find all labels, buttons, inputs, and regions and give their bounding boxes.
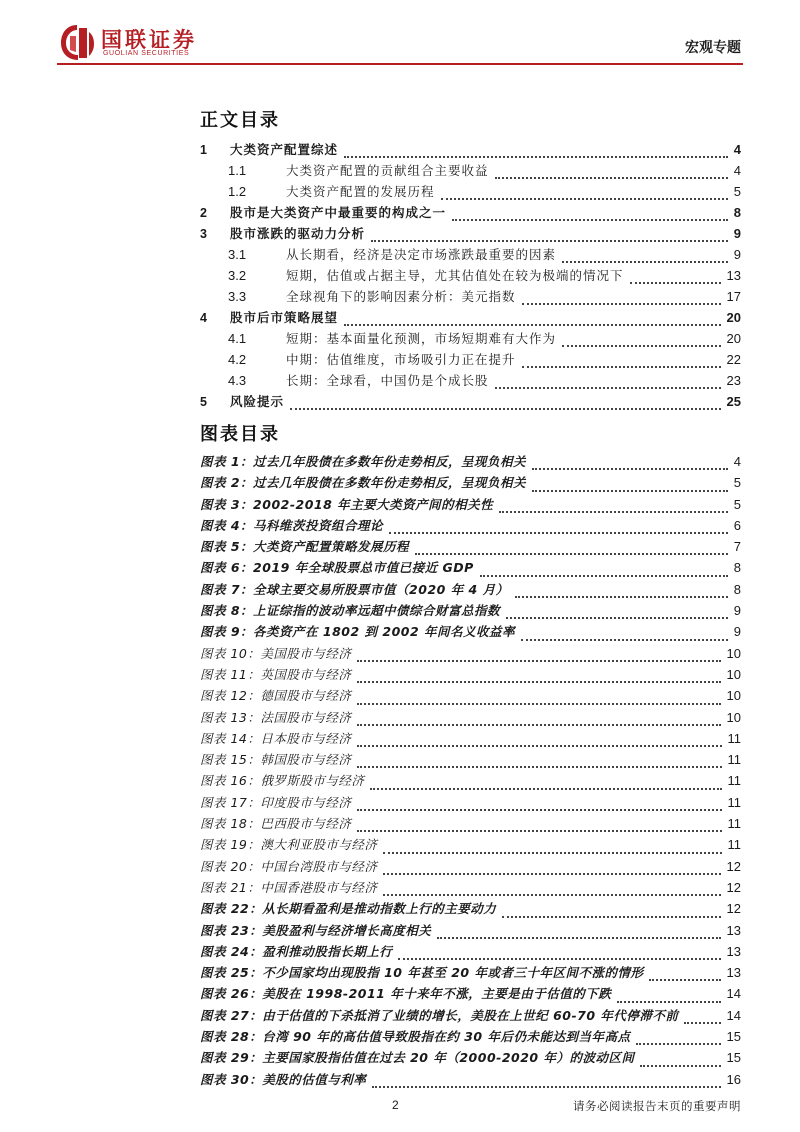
toc-entry-page: 20 bbox=[726, 310, 741, 325]
toc-entry[interactable] bbox=[200, 392, 741, 413]
figure-entry[interactable] bbox=[200, 899, 741, 920]
dot-leader bbox=[290, 407, 721, 410]
figure-entry-title: 图表 14：日本股市与经济 bbox=[200, 730, 352, 746]
toc-entry-title: 短期，估值或占据主导，尤其估值处在较为极端的情况下 bbox=[286, 268, 624, 283]
toc-entry-number: 4.1 bbox=[228, 331, 247, 346]
figure-entry-title: 图表 18：巴西股市与经济 bbox=[200, 816, 352, 832]
figure-entry[interactable] bbox=[200, 537, 741, 558]
figure-entry-title: 图表 23：美股盈利与经济增长高度相关 bbox=[200, 922, 432, 938]
toc-entry-title: 股市是大类资产中最重要的构成之一 bbox=[230, 205, 447, 220]
toc-entry[interactable] bbox=[200, 245, 741, 266]
figure-entry-page: 11 bbox=[727, 773, 741, 789]
figure-entry-page: 11 bbox=[727, 816, 741, 832]
dot-leader bbox=[398, 957, 720, 960]
dot-leader bbox=[357, 702, 720, 705]
toc-entry-number: 1 bbox=[200, 143, 207, 157]
toc-entry-page: 4 bbox=[733, 163, 741, 178]
toc-entry-number: 1.2 bbox=[228, 184, 247, 199]
figure-entry[interactable] bbox=[200, 644, 741, 665]
figure-entry[interactable] bbox=[200, 516, 741, 537]
dot-leader bbox=[357, 808, 721, 811]
dot-leader bbox=[499, 510, 728, 513]
toc-entry-title: 股市后市策略展望 bbox=[230, 310, 339, 325]
figure-entry-title: 图表 17：印度股市与经济 bbox=[200, 794, 352, 810]
figure-entry[interactable] bbox=[200, 495, 741, 516]
toc-entry-title: 短期：基本面量化预测，市场短期难有大作为 bbox=[286, 331, 557, 346]
figure-entry-page: 11 bbox=[727, 794, 741, 810]
figure-entry-title: 图表 21：中国香港股市与经济 bbox=[200, 879, 378, 895]
dot-leader bbox=[521, 638, 728, 641]
figure-entry-title: 图表 30：美股的估值与利率 bbox=[200, 1071, 367, 1087]
figure-entry-page: 8 bbox=[733, 560, 741, 576]
figure-entry-title: 图表 10：美国股市与经济 bbox=[200, 645, 352, 661]
dot-leader bbox=[617, 1000, 720, 1003]
toc-entry[interactable] bbox=[200, 161, 741, 182]
dot-leader bbox=[452, 218, 728, 221]
header-divider bbox=[57, 63, 743, 65]
dot-leader bbox=[684, 1021, 720, 1024]
figure-entry-page: 11 bbox=[727, 730, 741, 746]
figure-entry[interactable] bbox=[200, 1027, 741, 1048]
dot-leader bbox=[630, 281, 721, 284]
figure-entry-title: 图表 2：过去几年股债在多数年份走势相反，呈现负相关 bbox=[200, 475, 527, 491]
figure-entry-title: 图表 8：上证综指的波动率远超中债综合财富总指数 bbox=[200, 603, 501, 619]
dot-leader bbox=[562, 344, 721, 347]
figure-entry-title: 图表 27：由于估值的下杀抵消了业绩的增长，美股在上世纪 60-70 年代停滞不前 bbox=[200, 1007, 679, 1023]
dot-leader bbox=[480, 574, 728, 577]
dot-leader bbox=[640, 1064, 720, 1067]
figure-entry-title: 图表 11：英国股市与经济 bbox=[200, 666, 352, 682]
dot-leader bbox=[522, 365, 721, 368]
dot-leader bbox=[515, 595, 728, 598]
figure-entry-page: 12 bbox=[726, 901, 741, 917]
dot-leader bbox=[495, 386, 721, 389]
figure-entry[interactable] bbox=[200, 857, 741, 878]
toc-entry-number: 3 bbox=[200, 227, 207, 241]
figure-entry[interactable] bbox=[200, 665, 741, 686]
page-header bbox=[0, 0, 800, 75]
dot-leader bbox=[357, 680, 720, 683]
figure-entry[interactable] bbox=[200, 452, 741, 473]
toc-entry-page: 17 bbox=[726, 289, 741, 304]
figure-entry-title: 图表 20：中国台湾股市与经济 bbox=[200, 858, 378, 874]
figure-entry-title: 图表 3：2002-2018 年主要大类资产间的相关性 bbox=[200, 496, 494, 512]
toc-entry-number: 5 bbox=[200, 395, 207, 409]
toc-entry-number: 3.1 bbox=[228, 247, 247, 262]
figure-entry[interactable] bbox=[200, 729, 741, 750]
figure-entry-page: 10 bbox=[726, 645, 741, 661]
toc-entry-page: 8 bbox=[733, 205, 741, 220]
figure-entry-page: 13 bbox=[726, 943, 741, 959]
dot-leader bbox=[636, 1042, 720, 1045]
dot-leader bbox=[383, 893, 720, 896]
toc-entry[interactable] bbox=[200, 224, 741, 245]
page-footer bbox=[0, 1090, 800, 1130]
toc-entry-page: 20 bbox=[726, 331, 741, 346]
dot-leader bbox=[506, 616, 728, 619]
figure-entry-title: 图表 7：全球主要交易所股票市值（2020 年 4 月） bbox=[200, 581, 509, 597]
figure-entry-title: 图表 26：美股在 1998-2011 年十来年不涨，主要是由于估值的下跌 bbox=[200, 986, 612, 1002]
toc-entry-number: 4.2 bbox=[228, 352, 247, 367]
figure-entry-page: 14 bbox=[726, 1007, 741, 1023]
figure-entry[interactable] bbox=[200, 771, 741, 792]
figure-entry[interactable] bbox=[200, 1070, 741, 1091]
figure-list-heading: 图表目录 bbox=[200, 424, 280, 445]
dot-leader bbox=[562, 260, 728, 263]
figure-entry[interactable] bbox=[200, 473, 741, 494]
toc-entry-number: 3.3 bbox=[228, 289, 247, 304]
figure-entry-title: 图表 24：盈利推动股指长期上行 bbox=[200, 943, 393, 959]
figure-entry-page: 10 bbox=[726, 688, 741, 704]
figure-entry-title: 图表 19：澳大利亚股市与经济 bbox=[200, 837, 378, 853]
figure-entry-page: 7 bbox=[733, 539, 741, 555]
logo-mark-icon bbox=[57, 22, 97, 62]
toc-entry-page: 9 bbox=[733, 247, 741, 262]
figure-entry-page: 14 bbox=[726, 986, 741, 1002]
figure-entry-title: 图表 5：大类资产配置策略发展历程 bbox=[200, 539, 410, 555]
toc-entry-number: 2 bbox=[200, 206, 207, 220]
table-of-contents bbox=[200, 140, 741, 413]
dot-leader bbox=[383, 851, 721, 854]
dot-leader bbox=[415, 552, 728, 555]
figure-entry[interactable] bbox=[200, 1006, 741, 1027]
document-type: 宏观专题 bbox=[685, 40, 741, 56]
figure-entry-title: 图表 28：台湾 90 年的高估值导致股指在约 30 年后仍未能达到当年高点 bbox=[200, 1029, 631, 1045]
figure-entry-page: 4 bbox=[733, 454, 741, 469]
toc-entry-page: 4 bbox=[733, 142, 741, 157]
toc-entry-title: 从长期看，经济是决定市场涨跌最重要的因素 bbox=[286, 247, 557, 262]
toc-entry-page: 25 bbox=[726, 394, 741, 409]
dot-leader bbox=[437, 936, 720, 939]
dot-leader bbox=[357, 765, 721, 768]
figure-entry-title: 图表 16：俄罗斯股市与经济 bbox=[200, 773, 365, 789]
dot-leader bbox=[522, 302, 721, 305]
figure-entry-page: 9 bbox=[733, 603, 741, 619]
figure-entry[interactable] bbox=[200, 686, 741, 707]
toc-entry[interactable] bbox=[200, 329, 741, 350]
figure-entry-title: 图表 9：各类资产在 1802 到 2002 年间名义收益率 bbox=[200, 624, 516, 640]
dot-leader bbox=[441, 197, 728, 200]
toc-entry-page: 9 bbox=[733, 226, 741, 241]
figure-entry-page: 15 bbox=[726, 1050, 741, 1066]
figure-entry-page: 6 bbox=[733, 517, 741, 533]
figure-entry-page: 13 bbox=[726, 922, 741, 938]
dot-leader bbox=[370, 787, 721, 790]
figure-entry-page: 11 bbox=[727, 837, 741, 853]
dot-leader bbox=[532, 467, 728, 470]
figure-entry-title: 图表 6：2019 年全球股票总市值已接近 GDP bbox=[200, 560, 474, 576]
figure-entry-page: 12 bbox=[726, 879, 741, 895]
figure-entry[interactable] bbox=[200, 921, 741, 942]
dot-leader bbox=[649, 978, 720, 981]
figure-list bbox=[200, 452, 741, 1091]
figure-entry-page: 5 bbox=[733, 496, 741, 512]
toc-entry-page: 23 bbox=[726, 373, 741, 388]
toc-entry[interactable] bbox=[200, 371, 741, 392]
toc-entry-page: 13 bbox=[726, 268, 741, 283]
toc-entry-title: 股市涨跌的驱动力分析 bbox=[230, 226, 366, 241]
toc-entry[interactable] bbox=[200, 287, 741, 308]
toc-entry-title: 长期：全球看，中国仍是个成长股 bbox=[286, 373, 489, 388]
figure-entry[interactable] bbox=[200, 942, 741, 963]
toc-entry-page: 5 bbox=[733, 184, 741, 199]
figure-entry[interactable] bbox=[200, 601, 741, 622]
figure-entry-page: 12 bbox=[726, 858, 741, 874]
figure-entry-page: 11 bbox=[727, 752, 741, 768]
dot-leader bbox=[357, 659, 720, 662]
toc-entry-number: 1.1 bbox=[228, 163, 247, 178]
figure-entry[interactable] bbox=[200, 878, 741, 899]
figure-entry[interactable] bbox=[200, 580, 741, 601]
figure-entry-title: 图表 25：不少国家均出现股指 10 年甚至 20 年或者三十年区间不涨的情形 bbox=[200, 965, 644, 981]
figure-entry[interactable] bbox=[200, 793, 741, 814]
figure-entry-page: 8 bbox=[733, 581, 741, 597]
figure-entry[interactable] bbox=[200, 1048, 741, 1069]
figure-entry[interactable] bbox=[200, 984, 741, 1005]
figure-entry[interactable] bbox=[200, 558, 741, 579]
figure-entry-page: 10 bbox=[726, 709, 741, 725]
logo-chinese-name: 国联证券 bbox=[101, 28, 197, 52]
toc-entry-page: 22 bbox=[726, 352, 741, 367]
toc-entry-title: 大类资产配置的贡献组合主要收益 bbox=[286, 163, 489, 178]
dot-leader bbox=[357, 744, 721, 747]
dot-leader bbox=[389, 531, 728, 534]
toc-entry-title: 风险提示 bbox=[230, 394, 285, 409]
dot-leader bbox=[383, 872, 720, 875]
dot-leader bbox=[372, 1085, 720, 1088]
toc-entry[interactable] bbox=[200, 350, 741, 371]
dot-leader bbox=[502, 915, 720, 918]
figure-entry-page: 15 bbox=[726, 1029, 741, 1045]
figure-entry[interactable] bbox=[200, 835, 741, 856]
toc-entry[interactable] bbox=[200, 140, 741, 161]
figure-entry[interactable] bbox=[200, 708, 741, 729]
toc-entry-title: 全球视角下的影响因素分析：美元指数 bbox=[286, 289, 516, 304]
toc-heading: 正文目录 bbox=[200, 110, 280, 131]
figure-entry-title: 图表 1：过去几年股债在多数年份走势相反，呈现负相关 bbox=[200, 454, 527, 469]
disclaimer-text: 请务必阅读报告末页的重要声明 bbox=[573, 1099, 741, 1113]
figure-entry-title: 图表 29：主要国家股指估值在过去 20 年（2000-2020 年）的波动区间 bbox=[200, 1050, 635, 1066]
figure-entry[interactable] bbox=[200, 750, 741, 771]
figure-entry-page: 5 bbox=[733, 475, 741, 491]
figure-entry-page: 13 bbox=[726, 965, 741, 981]
figure-entry[interactable] bbox=[200, 814, 741, 835]
toc-entry[interactable] bbox=[200, 203, 741, 224]
dot-leader bbox=[357, 723, 720, 726]
figure-entry[interactable] bbox=[200, 622, 741, 643]
toc-entry-number: 3.2 bbox=[228, 268, 247, 283]
toc-entry[interactable] bbox=[200, 308, 741, 329]
figure-entry-title: 图表 15：韩国股市与经济 bbox=[200, 752, 352, 768]
figure-entry-page: 9 bbox=[733, 624, 741, 640]
logo-english-name: GUOLIAN SECURITIES bbox=[103, 50, 190, 57]
figure-entry-title: 图表 22：从长期看盈利是推动指数上行的主要动力 bbox=[200, 901, 497, 917]
toc-entry-title: 中期：估值维度，市场吸引力正在提升 bbox=[286, 352, 516, 367]
figure-entry-title: 图表 13：法国股市与经济 bbox=[200, 709, 352, 725]
toc-entry-title: 大类资产配置综述 bbox=[230, 142, 339, 157]
toc-entry-title: 大类资产配置的发展历程 bbox=[286, 184, 435, 199]
dot-leader bbox=[495, 176, 728, 179]
dot-leader bbox=[357, 829, 721, 832]
figure-entry-title: 图表 12：德国股市与经济 bbox=[200, 688, 352, 704]
toc-entry[interactable] bbox=[200, 182, 741, 203]
company-logo bbox=[57, 22, 257, 62]
dot-leader bbox=[532, 489, 728, 492]
toc-entry[interactable] bbox=[200, 266, 741, 287]
page-number: 2 bbox=[392, 1098, 399, 1112]
dot-leader bbox=[344, 155, 728, 158]
figure-entry-page: 10 bbox=[726, 666, 741, 682]
dot-leader bbox=[371, 239, 728, 242]
toc-entry-number: 4.3 bbox=[228, 373, 247, 388]
dot-leader bbox=[344, 323, 721, 326]
figure-entry-page: 16 bbox=[726, 1071, 741, 1087]
toc-entry-number: 4 bbox=[200, 311, 207, 325]
figure-entry[interactable] bbox=[200, 963, 741, 984]
figure-entry-title: 图表 4：马科维茨投资组合理论 bbox=[200, 517, 384, 533]
